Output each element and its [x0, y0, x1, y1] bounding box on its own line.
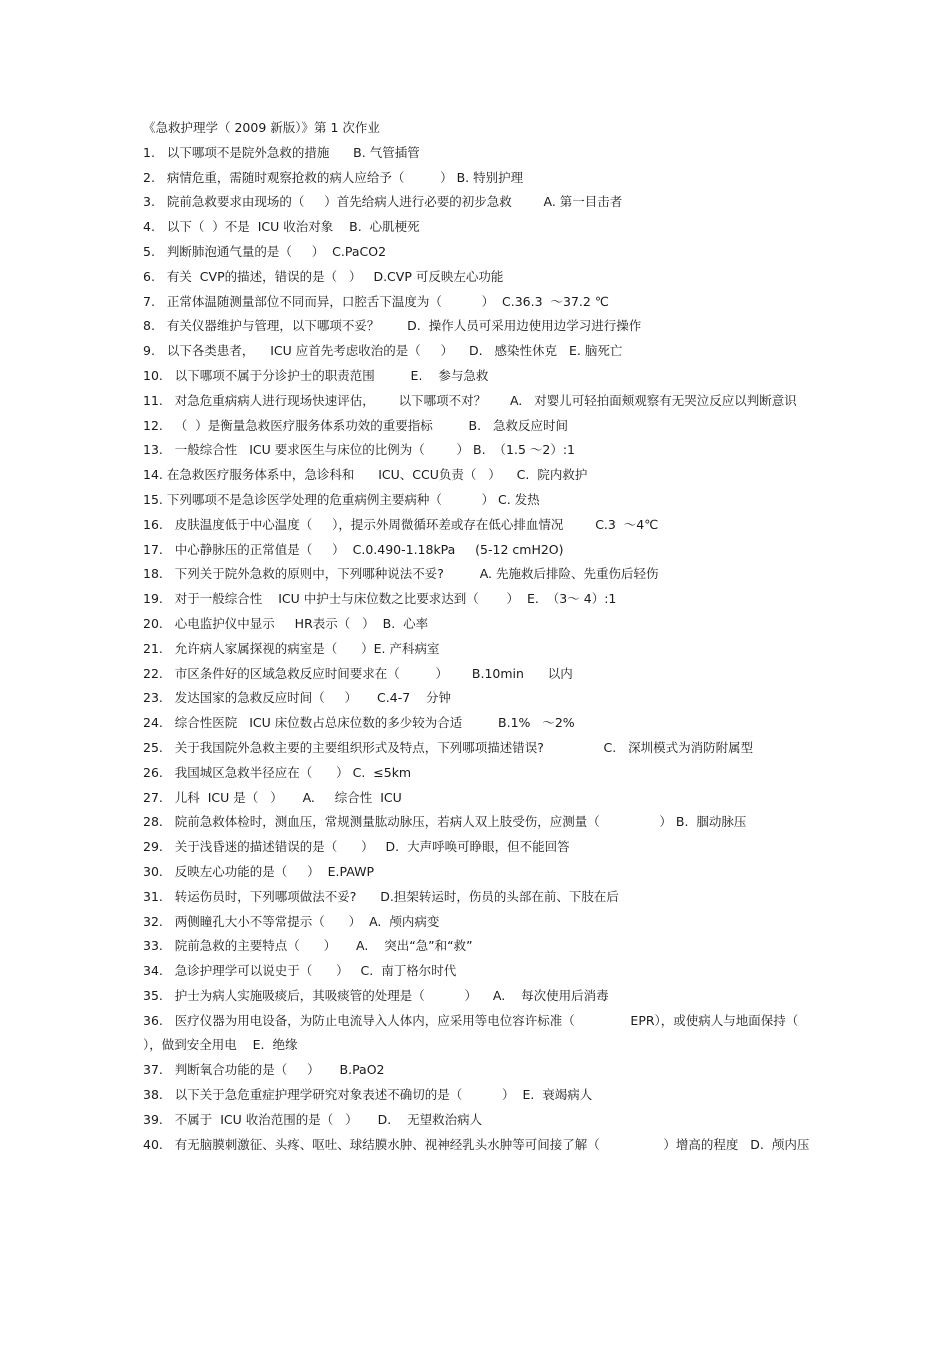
- question-item: 14. 在急救医疗服务体系中，急诊科和 ICU、CCU负责（ ） C. 院内救护: [143, 467, 588, 483]
- question-item: 22. 市区条件好的区域急救反应时间要求在（ ） B.10min 以内: [143, 665, 573, 681]
- question-item: 4. 以下（ ）不是 ICU 收治对象 B. 心肌梗死: [143, 219, 420, 235]
- question-item: 10. 以下哪项不属于分诊护士的职责范围 E. 参与急救: [143, 367, 489, 383]
- question-item: 20. 心电监护仪中显示 HR表示（ ） B. 心率: [143, 615, 429, 631]
- question-item: 34. 急诊护理学可以说史于（ ） C. 南丁格尔时代: [143, 963, 457, 979]
- question-item: 39. 不属于 ICU 收治范围的是（ ） D. 无望救治病人: [143, 1111, 483, 1127]
- question-item: 19. 对于一般综合性 ICU 中护士与床位数之比要求达到（ ） E. （3～ 4）:1: [143, 591, 617, 607]
- question-item: 2. 病情危重，需随时观察抢救的病人应给予（ ） B. 特别护理: [143, 169, 524, 185]
- question-item: 3. 院前急救要求由现场的（ ）首先给病人进行必要的初步急救 A. 第一目击者: [143, 194, 623, 210]
- question-item: 13. 一般综合性 ICU 要求医生与床位的比例为（ ） B. （1.5 ～2）:1: [143, 442, 575, 458]
- question-item: 36. 医疗仪器为用电设备，为防止电流导入人体内，应采用等电位容许标准（ EPR），或使病人与地面保持（ ），做到安全用电 E. 绝缘: [143, 1012, 807, 1053]
- question-item: 25. 关于我国院外急救主要的主要组织形式及特点，下列哪项描述错误? C. 深圳模式为消防附属型: [143, 739, 754, 755]
- question-item: 5. 判断肺泡通气量的是（ ） C.PaCO2: [143, 243, 387, 259]
- question-item: 18. 下列关于院外急救的原则中，下列哪种说法不妥? A. 先施救后排险、先重伤后轻伤: [143, 566, 659, 582]
- question-item: 40. 有无脑膜刺激征、头疼、呕吐、球结膜水肿、视神经乳头水肿等可间接了解（ ）增高的程度 D. 颅内压: [143, 1136, 810, 1152]
- document-content: [143, 116, 813, 1157]
- document-title: 《急救护理学（ 2009 新版）》第 1 次作业: [143, 120, 380, 135]
- question-item: 28. 院前急救体检时，测血压，常规测量肱动脉压，若病人双上肢受伤，应测量（ ） B. 腘动脉压: [143, 814, 747, 830]
- question-item: 21. 允许病人家属探视的病室是（ ）E. 产科病室: [143, 640, 440, 656]
- question-item: 29. 关于浅昏迷的描述错误的是（ ） D. 大声呼唤可睁眼，但不能回答: [143, 839, 570, 855]
- question-item: 30. 反映左心功能的是（ ） E.PAWP: [143, 863, 374, 879]
- question-item: 31. 转运伤员时，下列哪项做法不妥? D.担架转运时，伤员的头部在前、下肢在后: [143, 888, 619, 904]
- question-item: 26. 我国城区急救半径应在（ ） C. ≤5km: [143, 764, 412, 780]
- question-item: 7. 正常体温随测量部位不同而异，口腔舌下温度为（ ） C.36.3 ～37.2 ℃: [143, 293, 609, 309]
- question-item: 11. 对急危重病病人进行现场快速评估， 以下哪项不对？ A. 对婴儿可轻拍面颊观察有无哭泣反应以判断意识: [143, 392, 797, 408]
- question-item: 37. 判断氧合功能的是（ ） B.PaO2: [143, 1062, 385, 1078]
- question-item: 1. 以下哪项不是院外急救的措施 B. 气管插管: [143, 144, 420, 160]
- question-item: 17. 中心静脉压的正常值是（ ） C.0.490-1.18kPa (5-12 cmH2O): [143, 541, 564, 557]
- question-item: 8. 有关仪器维护与管理，以下哪项不妥？ D. 操作人员可采用边使用边学习进行操作: [143, 318, 642, 334]
- question-list: [143, 141, 813, 1158]
- question-item: 24. 综合性医院 ICU 床位数占总床位数的多少较为合适 B.1% ～2%: [143, 715, 575, 731]
- question-item: 9. 以下各类患者， ICU 应首先考虑收治的是（ ） D. 感染性休克 E. 脑死亡: [143, 343, 623, 359]
- question-item: 38. 以下关于急危重症护理学研究对象表述不确切的是（ ） E. 衰竭病人: [143, 1087, 593, 1103]
- question-item: 12. （ ）是衡量急救医疗服务体系功效的重要指标 B. 急救反应时间: [143, 417, 568, 433]
- question-item: 32. 两侧瞳孔大小不等常提示（ ） A. 颅内病变: [143, 913, 440, 929]
- question-item: 27. 儿科 ICU 是（ ） A. 综合性 ICU: [143, 789, 402, 805]
- question-item: 35. 护士为病人实施吸痰后，其吸痰管的处理是（ ） A. 每次使用后消毒: [143, 987, 609, 1003]
- question-item: 15. 下列哪项不是急诊医学处理的危重病例主要病种（ ） C. 发热: [143, 491, 540, 507]
- question-item: 23. 发达国家的急救反应时间（ ） C.4-7 分钟: [143, 690, 452, 706]
- question-item: 16. 皮肤温度低于中心温度（ ），提示外周微循环差或存在低心排血情况 C.3 ～4℃: [143, 516, 659, 532]
- question-item: 33. 院前急救的主要特点（ ） A. 突出“急”和“救”: [143, 938, 473, 954]
- question-item: 6. 有关 CVP的描述，错误的是（ ） D.CVP 可反映左心功能: [143, 268, 504, 284]
